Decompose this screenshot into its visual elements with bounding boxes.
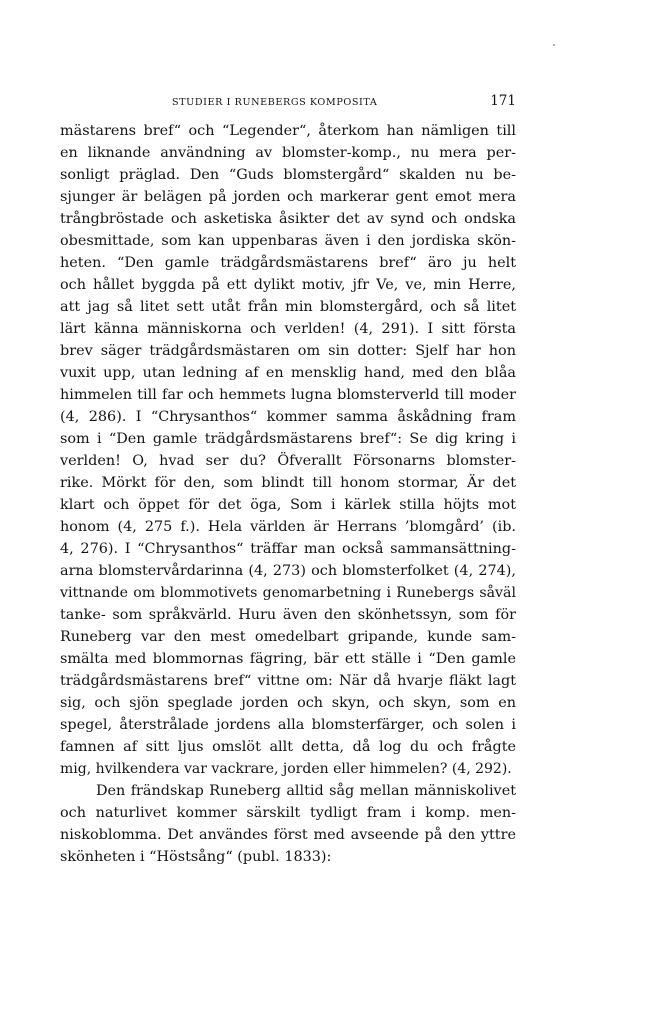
- text-line: smälta med blommornas fägring, bär ett ställe i “Den gamle: [60, 651, 516, 667]
- text-line: spegel, återstrålade jordens alla blomsterfärger, och solen i: [60, 717, 516, 733]
- page-number: 171: [490, 93, 516, 109]
- text-line: himmelen till far och hemmets lugna blomsterverld till moder: [60, 387, 516, 403]
- body-text: [60, 120, 516, 868]
- text-line: rike. Mörkt för den, som blindt till honom stormar, Är det: [60, 475, 516, 491]
- text-line: famnen af sitt ljus omslöt allt detta, då log du och frågte: [60, 739, 516, 755]
- text-line: trångbröstade och asketiska åsikter det av synd och ondska: [60, 211, 516, 227]
- text-line: skönheten i “Höstsång“ (publ. 1833):: [60, 849, 332, 865]
- text-line: vuxit upp, utan ledning af en mensklig hand, med den blåa: [60, 365, 516, 381]
- text-line: mästarens bref“ och “Legender“, återkom han nämligen till: [60, 123, 516, 139]
- text-line: vittnande om blommotivets genomarbetning i Runebergs såväl: [60, 585, 516, 601]
- text-line: obesmittade, som kan uppenbaras även i den jordiska skön-: [60, 233, 516, 249]
- text-line: trädgårdsmästarens bref“ vittne om: När då hvarje fläkt lagt: [60, 673, 516, 689]
- text-line: Runeberg var den mest omedelbart gripande, kunde sam-: [60, 629, 516, 645]
- text-line: som i “Den gamle trädgårdsmästarens bref“: Se dig kring i: [60, 431, 516, 447]
- text-line: klart och öppet för det öga, Som i kärlek stilla höjts mot: [60, 497, 516, 513]
- paper-speck: [553, 44, 555, 46]
- text-line: arna blomstervårdarinna (4, 273) och blomsterfolket (4, 274),: [60, 563, 516, 579]
- text-line: sjunger är belägen på jorden och markerar gent emot mera: [60, 189, 516, 205]
- text-line: honom (4, 275 f.). Hela världen är Herrans ’blomgård’ (ib.: [60, 519, 516, 535]
- text-line: sig, och sjön speglade jorden och skyn, och skyn, som en: [60, 695, 516, 711]
- text-line: niskoblomma. Det användes först med avseende på den yttre: [60, 827, 516, 843]
- text-line: Den frändskap Runeberg alltid såg mellan människolivet: [96, 783, 516, 799]
- text-line: sonligt präglad. Den “Guds blomstergård“ skalden nu be-: [60, 167, 516, 183]
- text-line: 4, 276). I “Chrysanthos“ träffar man också sammansättning-: [60, 541, 516, 557]
- running-head-title: STUDIER I RUNEBERGS KOMPOSITA: [172, 97, 378, 108]
- text-line: tanke- som språkvärld. Huru även den skönhetssyn, som för: [60, 607, 516, 623]
- text-line: (4, 286). I “Chrysanthos“ kommer samma åskådning fram: [60, 409, 516, 425]
- text-line: att jag så litet sett utåt från min blomstergård, och så litet: [60, 299, 516, 315]
- text-line: och hållet byggda på ett dylikt motiv, jfr Ve, ve, min Herre,: [60, 277, 516, 293]
- text-line: en liknande användning av blomster-komp., nu mera per-: [60, 145, 516, 161]
- text-line: heten. “Den gamle trädgårdsmästarens bref“ äro ju helt: [60, 255, 516, 271]
- text-line: verlden! O, hvad ser du? Öfverallt Försonarns blomster-: [60, 453, 516, 469]
- text-line: mig, hvilkendera var vackrare, jorden eller himmelen? (4, 292).: [60, 761, 512, 777]
- text-line: och naturlivet kommer särskilt tydligt fram i komp. men-: [60, 805, 516, 821]
- text-line: brev säger trädgårdsmästaren om sin dotter: Sjelf har hon: [60, 343, 516, 359]
- text-line: lärt känna människorna och verlden! (4, 291). I sitt första: [60, 321, 516, 337]
